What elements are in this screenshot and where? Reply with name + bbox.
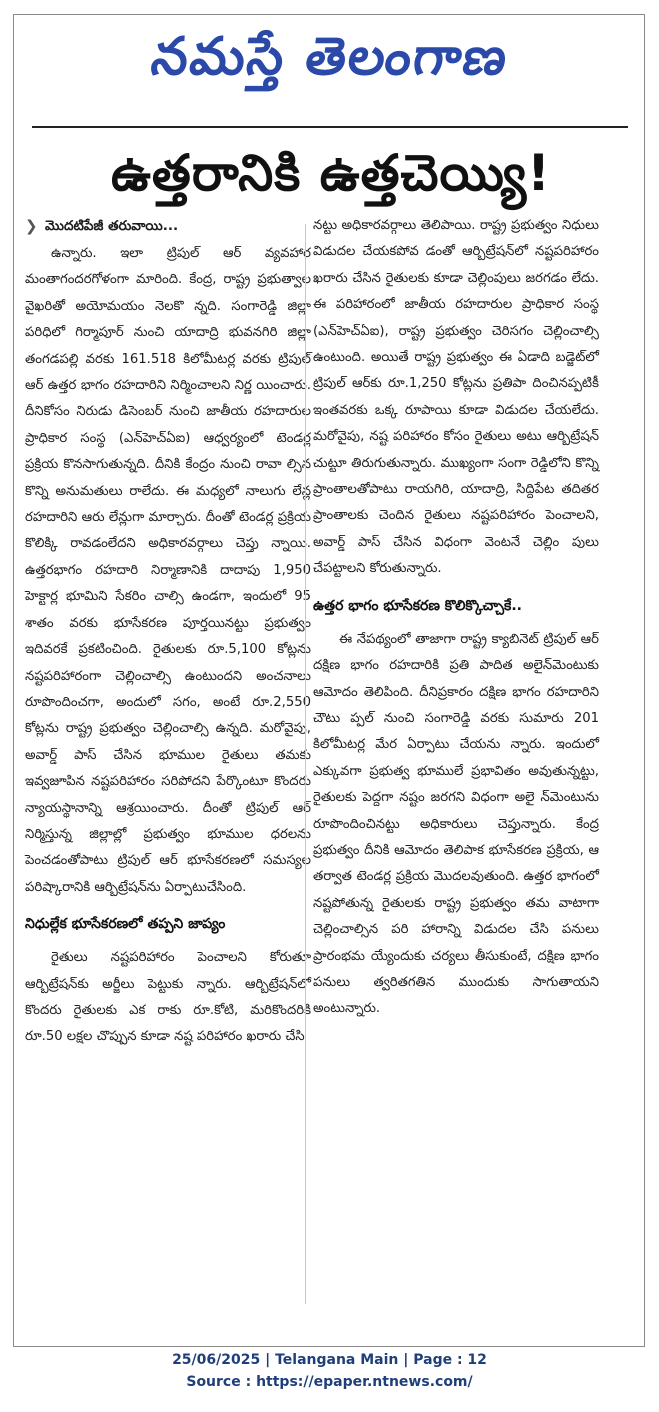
chevron-right-icon: ❯: [25, 217, 38, 235]
continuation-kicker: [25, 212, 311, 240]
column-divider: [305, 224, 306, 1304]
right-paragraph-1: నట్టు అధికారవర్గాలు తెలిపాయి. రాష్ట్ర ప్రభుత్వం నిధులు విడుదల చేయకపోవ డంతో ఆర్బిట్రేషన్‌లో నష్టపరిహారం ఖరారు చేసిన రైతులకు కూడా చెల్లింపులు జరగడం లేదు. ఈ పరిహారంలో జాతీయ రహదారుల ప్రాధికార సంస్థ (ఎన్‌హెచ్ఏఐ), రాష్ట్ర ప్రభుత్వం చెరిసగం చెల్లించాల్సి ఉంటుంది. అయితే రాష్ట్ర ప్రభుత్వం ఈ ఏడాది బడ్జెట్‌లో ట్రిపుల్ ఆర్‌కు రూ.1,250 కోట్లను ప్రతిపా దించినప్పటికీ ఇంతవరకు ఒక్క రూపాయి కూడా విడుదల చేయలేదు. మరోవైపు, నష్ట పరిహారం కోసం రైతులు అటు ఆర్బిట్రేషన్ చుట్టూ తిరుగుతున్నారు. ముఖ్యంగా సంగా రెడ్డిలోని కొన్ని ప్రాంతాలతోపాటు రాయగిరి, యాదాద్రి, సిద్దిపేట తదితర ప్రాంతాలకు చెందిన రైతులు నష్టపరిహారం పెంచాలని, అవార్డ్ పాస్ చేసిన విధంగా వెంటనే చెల్లిం పులు చేపట్టాలని కోరుతున్నారు.: [313, 218, 599, 577]
footer-date-page: 25/06/2025 | Telangana Main | Page : 12: [172, 1352, 487, 1368]
left-paragraph-2: రైతులు నష్టపరిహారం పెంచాలని కోరుతూ ఆర్బిట్రేషన్‌కు అర్జీలు పెట్టుకు న్నారు. ఆర్బిట్రేషన్‌లో కొందరు రైతులకు ఎక రాకు రూ.కోటి, మరికొందరికి రూ.50 లక్షల చొప్పున కూడా నష్ట పరిహారం ఖరారు చేసి: [25, 950, 311, 1045]
article-headline: [36, 139, 626, 219]
right-paragraph-2: ఈ నేపథ్యంలో తాజాగా రాష్ట్ర క్యాబినెట్ ట్రిపుల్ ఆర్ దక్షిణ భాగం రహదారికి ప్రతి పాదిత అలైన్‌మెంటుకు ఆమోదం తెలిపింది. దీనిప్రకారం దక్షిణ భాగం రహదారిని చౌటు ప్పల్ నుంచి సంగారెడ్డి వరకు సుమారు 201 కిలోమీటర్ల మేర ఏర్పాటు చేయను న్నారు. ఇందులో ఎక్కువగా ప్రభుత్వ భూములే ప్రభావితం అవుతున్నట్టు, రైతులకు పెద్దగా నష్టం జరగని విధంగా అలై న్‌మెంటును రూపొందించినట్టు అధికారులు చెప్తున్నారు. కేంద్ర ప్రభుత్వం దీనికి ఆమోదం తెలిపాక భూసేకరణ ప్రక్రియ, ఆ తర్వాత టెండర్ల ప్రక్రియ మొదలవుతుంది. ఉత్తర భాగంలో నష్టపోతున్న రైతులకు రాష్ట్ర ప్రభుత్వం తమ వాటాగా చెల్లించాల్సిన పరి హారాన్ని విడుదల చేసి పనులు ప్రారంభమ య్యేందుకు చర్యలు తీసుకుంటే, దక్షిణ భాగం పనులు త్వరితగతిన ముందుకు సాగుతాయని అంటున్నారు.: [313, 631, 599, 1017]
masthead-logo: [14, 23, 644, 103]
article-column-left: [25, 212, 311, 1051]
kicker-text: మొదటిపేజీ తరువాయి...: [45, 218, 179, 234]
footer-source: Source : https://epaper.ntnews.com/: [186, 1374, 473, 1390]
subheading-1: నిధుల్లేక భూసేకరణలో తప్పని జాప్యం: [25, 916, 226, 933]
masthead-text: నమస్తే తెలంగాణ: [147, 26, 513, 87]
header-divider: [32, 126, 628, 128]
article-column-right: [313, 213, 599, 1023]
headline-text: ఉత్తరానికి ఉత్తచెయ్యి!: [111, 143, 551, 202]
subheading-2: ఉత్తర భాగం భూసేకరణ కొలిక్కొచ్చాకే..: [313, 597, 522, 614]
left-paragraph-1: ఉన్నారు. ఇలా ట్రిపుల్ ఆర్ వ్యవహార మంతాగందరగోళంగా మారింది. కేంద్ర, రాష్ట్ర ప్రభుత్వాల వైఖరితో అయోమయం నెలకొ న్నది. సంగారెడ్డి జిల్లా పరిధిలో గిర్మాపూర్ నుంచి యాదాద్రి భువనగిరి జిల్లా తంగడపల్లి వరకు 161.518 కిలోమీటర్ల వరకు ట్రిపుల్ ఆర్ ఉత్తర భాగం రహదారిని నిర్మించాలని నిర్ణ యించారు. దీనికోసం నిరుడు డిసెంబర్ నుంచి జాతీయ రహదారుల ప్రాధికార సంస్థ (ఎన్‌హెచ్ఏఐ) ఆధ్వర్యంలో టెండర్ల ప్రక్రియ కొనసాగుతున్నది. దీనికి కేంద్రం నుంచి రావా ల్సిన కొన్ని అనుమతులు రాలేదు. ఈ మధ్యలో నాలుగు లేన్ల రహదారిని ఆరు లేన్లుగా మార్చారు. దీంతో టెండర్ల ప్రక్రియ కొలిక్కి రావడంలేదని అధికారవర్గాలు చెప్తు న్నాయి. ఉత్తరభాగం రహదారి నిర్మాణానికి దాదాపు 1,950 హెక్టార్ల భూమిని సేకరిం చాల్సి ఉండగా, ఇందులో 95 శాతం వరకు భూసేకరణ పూర్తయినట్టు ప్రభుత్వం ఇదివరకే ప్రకటించింది. రైతులకు రూ.5,100 కోట్లను నష్టపరిహారంగా చెల్లించాల్సి ఉంటుందని అంచనాలు రూపొందించగా, అందులో సగం, అంటే రూ.2,550 కోట్లను రాష్ట్ర ప్రభుత్వం చెల్లించాల్సి ఉన్నది. మరోవైపు, అవార్డ్ పాస్ చేసిన భూముల రైతులు తమకు ఇవ్వజూపిన నష్టపరిహారం సరిపోదని పేర్కొంటూ కొందరు న్యాయస్థానాన్ని ఆశ్రయించారు. దీంతో ట్రిపుల్ ఆర్ నిర్మిస్తున్న జిల్లాల్లో ప్రభుత్వం భూముల ధరలను పెంచడంతోపాటు ట్రిపుల్ ఆర్ భూసేకరణలో సమస్యల పరిష్కారానికి ఆర్బిట్రేషన్‌ను ఏర్పాటుచేసింది.: [25, 246, 311, 895]
